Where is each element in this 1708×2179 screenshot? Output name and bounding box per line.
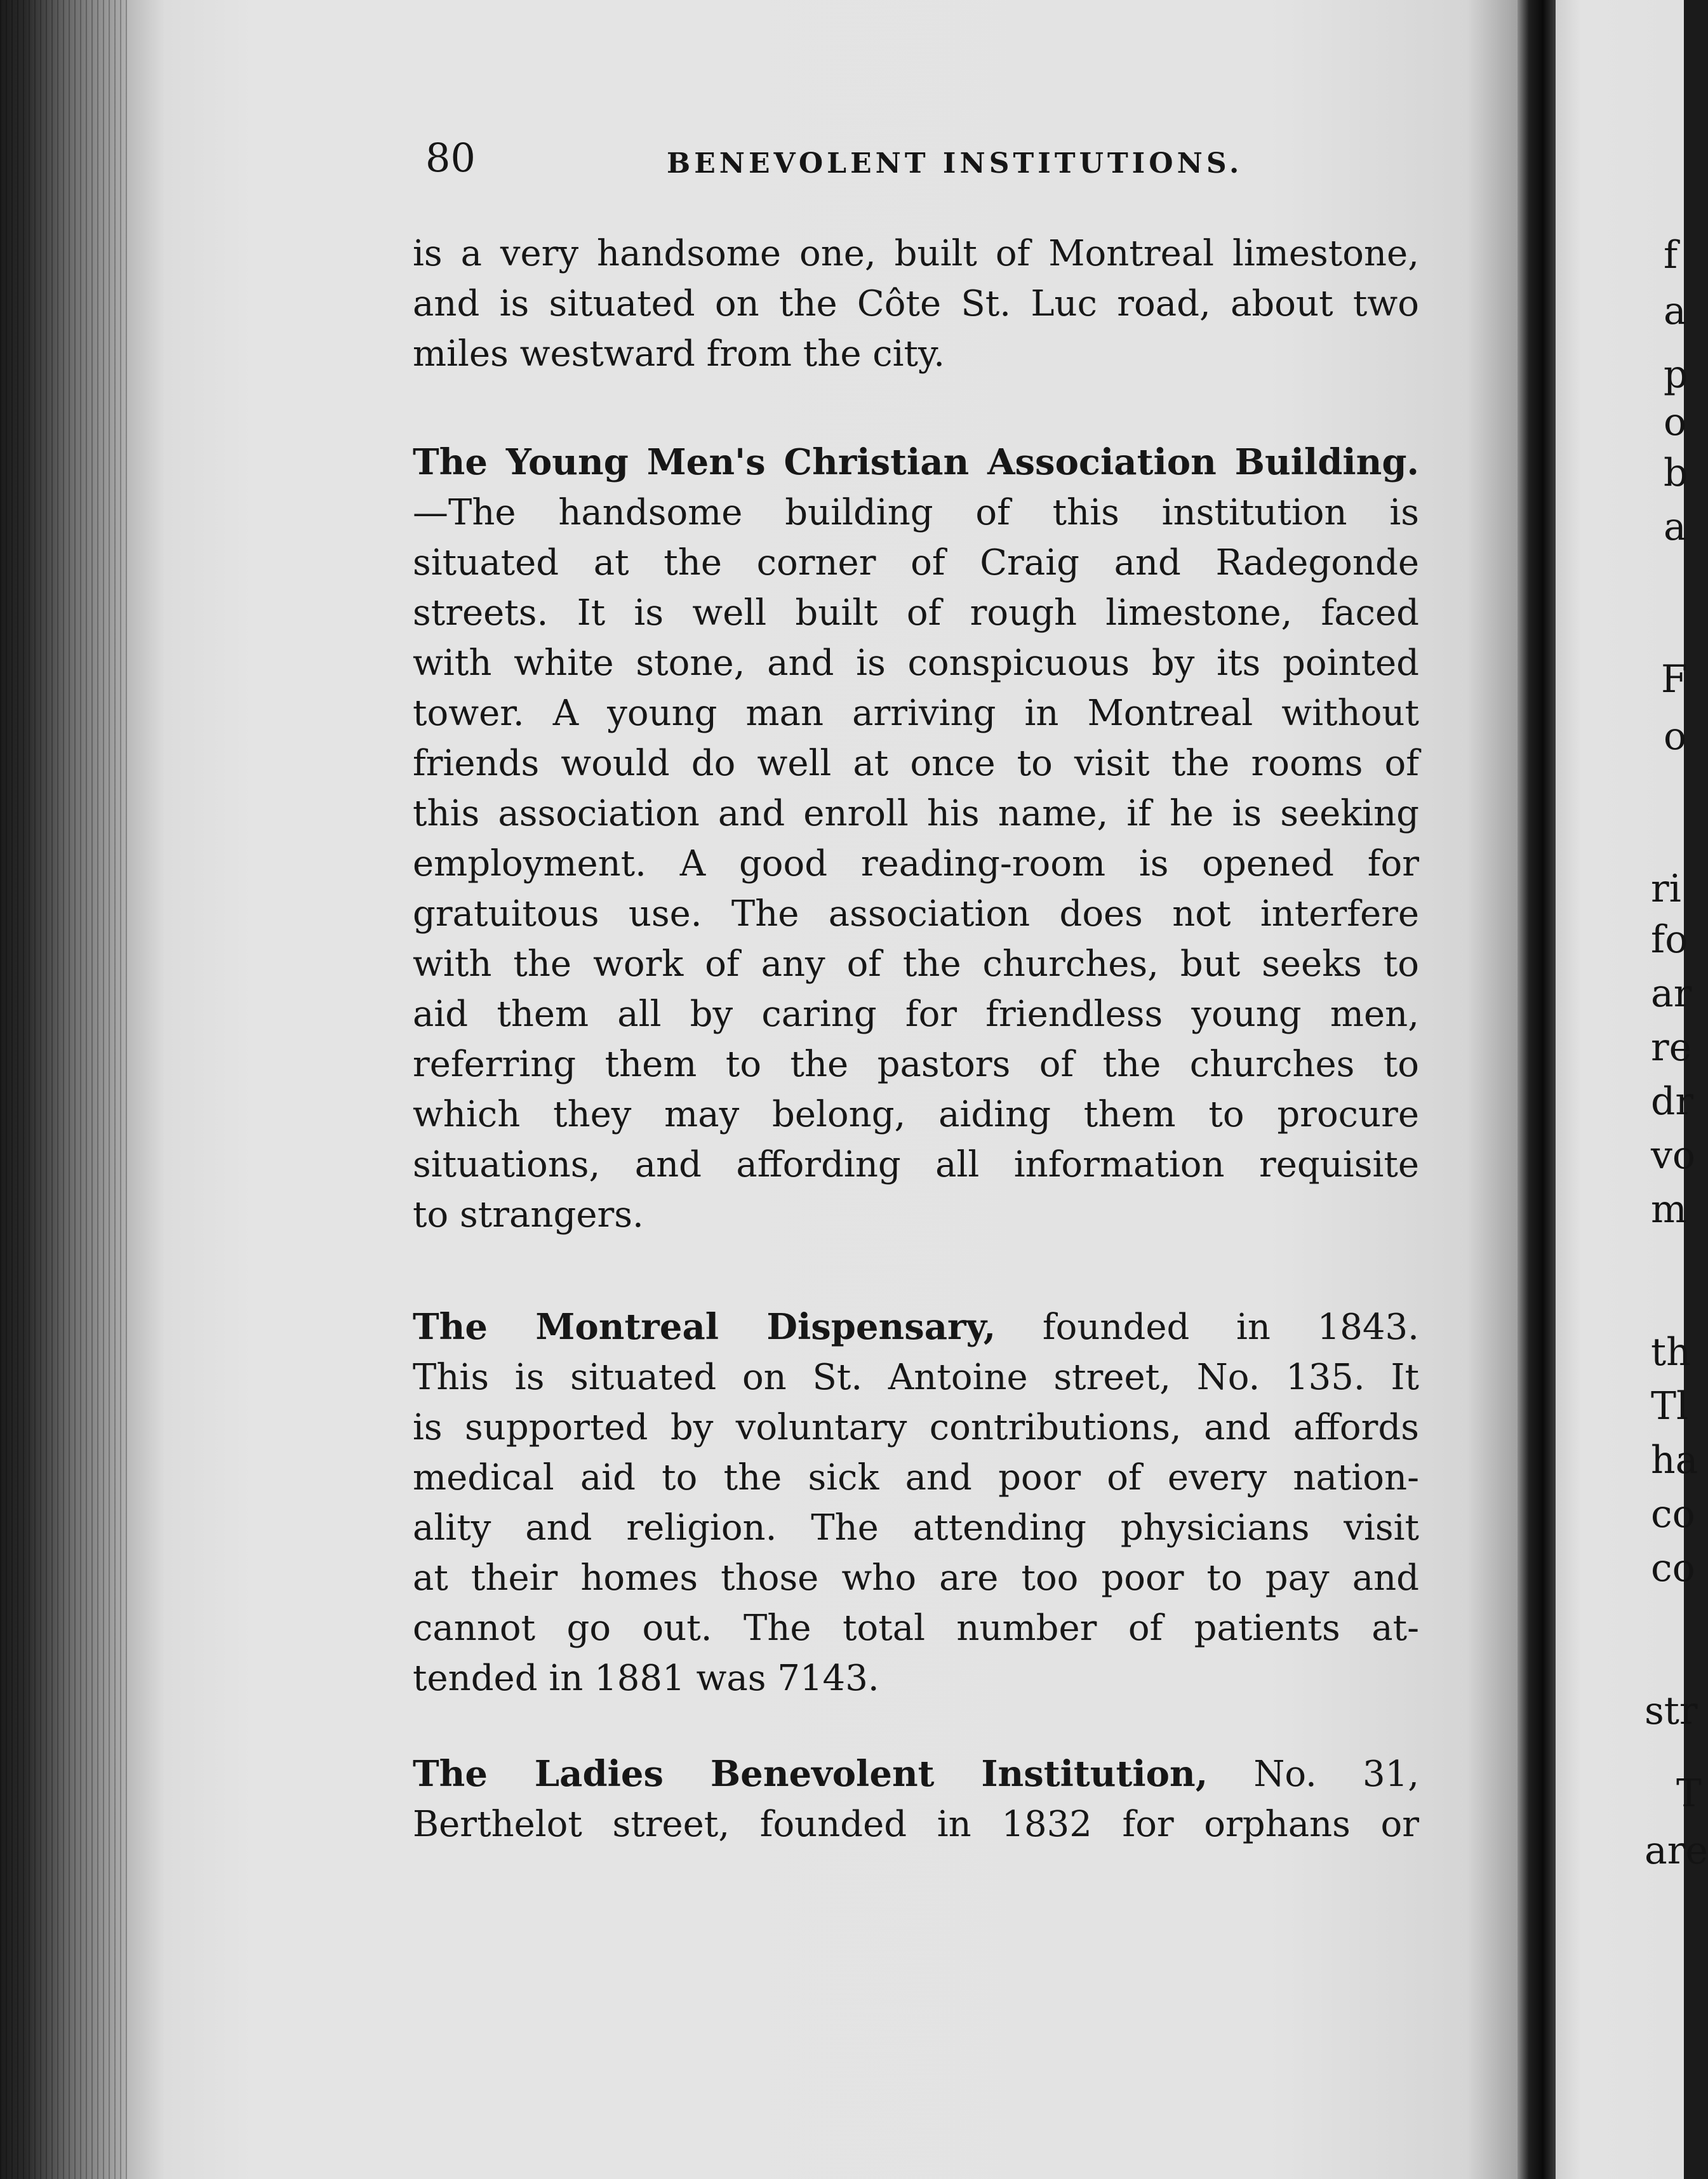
text-line: tower. A young man arriving in Montreal without: [413, 693, 1419, 734]
text-line: is supported by voluntary contributions, and affords: [413, 1407, 1419, 1448]
facing-text-fragment: m: [1651, 1187, 1687, 1232]
text-line: with white stone, and is conspicuous by its pointed: [413, 643, 1419, 684]
facing-text-fragment: co: [1651, 1492, 1695, 1536]
text-line: miles westward from the city.: [413, 333, 945, 375]
paragraph-limestone-building: [413, 229, 1419, 379]
facing-text-fragment: dr: [1651, 1079, 1694, 1124]
facing-text-fragment: ha: [1651, 1438, 1698, 1483]
text-line: —The handsome building of this institution is: [413, 492, 1419, 533]
text-line: situations, and affording all information requisite: [413, 1144, 1419, 1185]
text-line: medical aid to the sick and poor of every nation-: [413, 1457, 1419, 1498]
facing-text-fragment: re: [1651, 1025, 1692, 1070]
text-line: cannot go out. The total number of patients at-: [413, 1608, 1419, 1649]
text-line: friends would do well at once to visit the rooms of: [413, 743, 1419, 784]
facing-text-fragment: o: [1664, 714, 1687, 759]
text-line: this association and enroll his name, if he is seeking: [413, 793, 1419, 834]
facing-text-fragment: ri: [1651, 867, 1681, 911]
text-line: gratuitous use. The association does not interfere: [413, 893, 1419, 935]
facing-text-fragment: fo: [1651, 917, 1688, 962]
paragraph-montreal-dispensary: [413, 1302, 1419, 1703]
facing-text-fragment: are: [1645, 1829, 1708, 1873]
text-line: ality and religion. The attending physicians visit: [413, 1507, 1419, 1549]
text-line: This is situated on St. Antoine street, No. 135. It: [413, 1357, 1419, 1398]
facing-page: [1556, 0, 1708, 2179]
facing-text-fragment: co: [1651, 1546, 1695, 1590]
facing-text-fragment: T: [1676, 1771, 1702, 1816]
facing-text-fragment: b: [1664, 451, 1688, 495]
text-line: streets. It is well built of rough limestone, faced: [413, 592, 1419, 634]
text-line: [413, 1302, 1419, 1352]
facing-text-fragment: o: [1664, 400, 1687, 444]
text-line: at their homes those who are too poor to pay and: [413, 1557, 1419, 1599]
text-line: referring them to the pastors of the churches to: [413, 1044, 1419, 1085]
section-heading-dispensary: The Montreal Dispensary,: [413, 1306, 996, 1348]
page-body: [413, 229, 1419, 1849]
text-line: with the work of any of the churches, but seeks to: [413, 943, 1419, 985]
text-line: employment. A good reading-room is opened for: [413, 843, 1419, 884]
text-line: tended in 1881 was 7143.: [413, 1658, 879, 1699]
text-line: aid them all by caring for friendless young men,: [413, 994, 1419, 1035]
section-heading-ymca: The Young Men's Christian Association Building.: [413, 441, 1419, 483]
facing-text-fragment: ar: [1651, 971, 1692, 1016]
facing-text-fragment: vo: [1651, 1133, 1696, 1178]
text-line: situated at the corner of Craig and Radegonde: [413, 542, 1419, 583]
text-run: No. 31,: [1253, 1754, 1420, 1795]
facing-text-fragment: F: [1661, 657, 1688, 702]
paragraph-ymca: [413, 437, 1419, 1240]
page-number: 80: [425, 135, 476, 181]
facing-text-fragment: Tl: [1651, 1384, 1689, 1429]
facing-text-fragment: f: [1664, 233, 1678, 277]
facing-text-fragment: str: [1645, 1689, 1698, 1733]
page-edges: [0, 0, 133, 2179]
text-line: [413, 1749, 1419, 1799]
paragraph-ladies-benevolent-institution: [413, 1749, 1419, 1849]
text-line: Berthelot street, founded in 1832 for orphans or: [413, 1804, 1419, 1845]
text-line: is a very handsome one, built of Montreal limestone,: [413, 233, 1419, 274]
running-header: [425, 135, 1448, 198]
facing-text-fragment: a: [1664, 505, 1686, 549]
text-line: and is situated on the Côte St. Luc road, about two: [413, 283, 1419, 324]
text-line: which they may belong, aiding them to procure: [413, 1094, 1419, 1135]
facing-text-fragment: p: [1664, 352, 1688, 397]
text-line: to strangers.: [413, 1194, 644, 1236]
facing-text-fragment: th: [1651, 1330, 1691, 1375]
book-gutter: [1518, 0, 1556, 2179]
text-run: founded in 1843.: [1042, 1307, 1419, 1348]
facing-text-fragment: a: [1664, 289, 1686, 333]
running-title: BENEVOLENT INSTITUTIONS.: [667, 147, 1243, 180]
section-heading-ladies-institution: The Ladies Benevolent Institution,: [413, 1753, 1208, 1795]
